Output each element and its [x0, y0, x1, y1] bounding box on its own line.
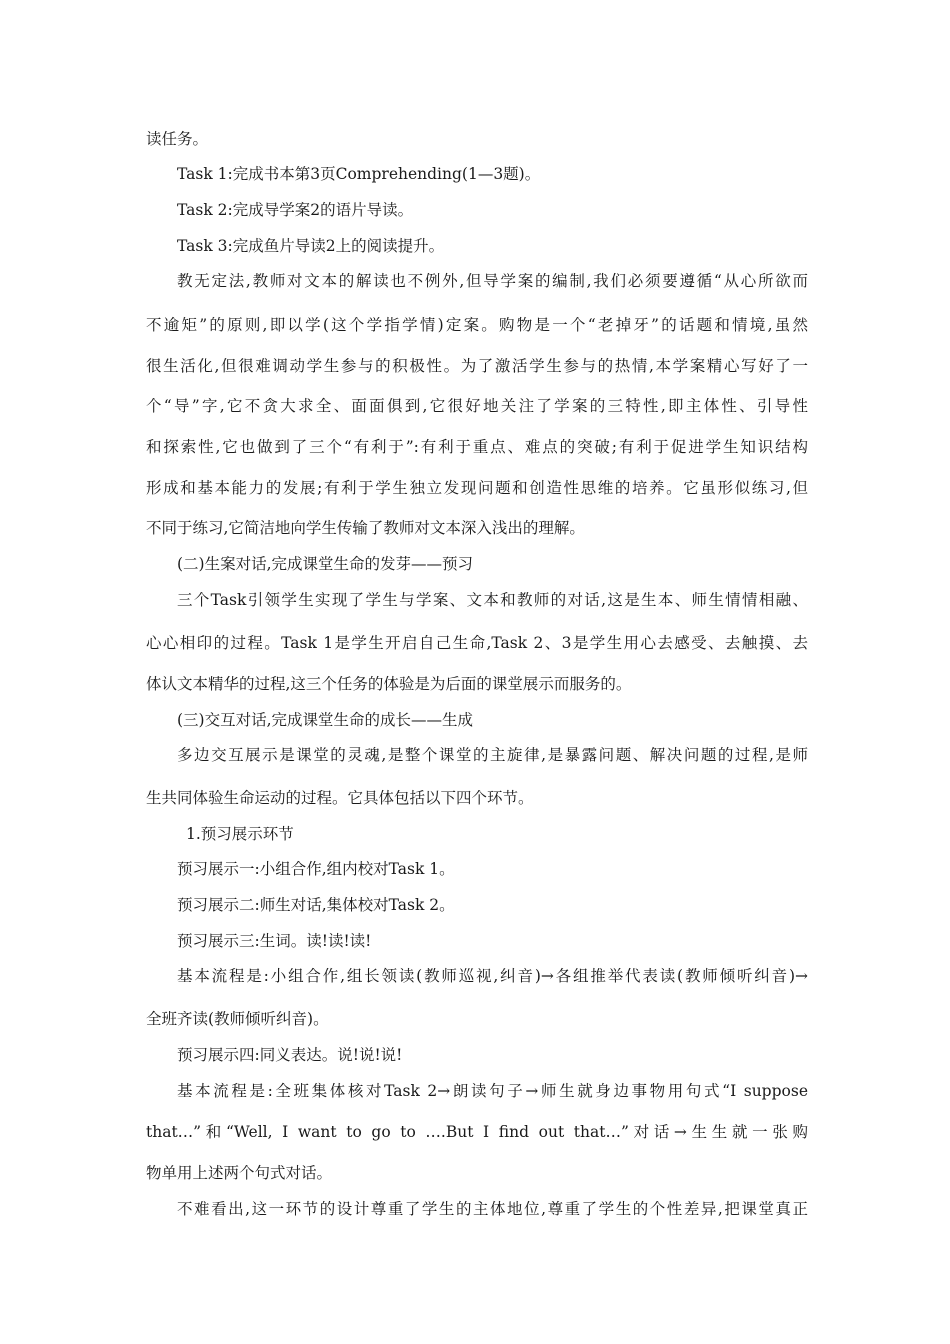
text-line: 物单用上述两个句式对话。 [146, 1164, 333, 1182]
text-line: 教无定法,教师对文本的解读也不例外,但导学案的编制,我们必须要遵循“从心所欲而 [177, 272, 808, 290]
text-line: that…”和“Well, I want to go to ….But I find out that…”对话→生生就一张购 [146, 1123, 808, 1141]
text-line: 心心相印的过程。Task 1是学生开启自己生命,Task 2、3是学生用心去感受、去触摸、去 [146, 634, 808, 652]
text-line: 和探索性,它也做到了三个“有利于”:有利于重点、难点的突破;有利于促进学生知识结构 [146, 438, 808, 456]
text-line: 预习展示三:生词。读!读!读! [177, 932, 372, 950]
text-line: Task 2:完成导学案2的语片导读。 [177, 201, 414, 219]
text-line: 三个Task引领学生实现了学生与学案、文本和教师的对话,这是生本、师生情情相融、 [177, 591, 808, 609]
text-line: 全班齐读(教师倾听纠音)。 [146, 1010, 329, 1028]
text-line: 预习展示四:同义表达。说!说!说! [177, 1046, 403, 1064]
text-line: 形成和基本能力的发展;有利于学生独立发现问题和创造性思维的培养。它虽形似练习,但 [146, 479, 808, 497]
section-heading: (三)交互对话,完成课堂生命的成长——生成 [177, 711, 474, 729]
text-line: 不同于练习,它简洁地向学生传输了教师对文本深入浅出的理解。 [146, 519, 585, 537]
text-line: Task 3:完成鱼片导读2上的阅读提升。 [177, 237, 445, 255]
subsection-heading: 1.预习展示环节 [186, 825, 294, 843]
text-line: 不难看出,这一环节的设计尊重了学生的主体地位,尊重了学生的个性差异,把课堂真正 [177, 1200, 808, 1218]
text-line: 不逾矩”的原则,即以学(这个学指学情)定案。购物是一个“老掉牙”的话题和情境,虽然 [146, 316, 808, 334]
text-line: 基本流程是:全班集体核对Task 2→朗读句子→师生就身边事物用句式“I suppose [177, 1082, 808, 1100]
text-line: 体认文本精华的过程,这三个任务的体验是为后面的课堂展示而服务的。 [146, 675, 632, 693]
text-line: Task 1:完成书本第3页Comprehending(1—3题)。 [177, 165, 541, 183]
text-line: 生共同体验生命运动的过程。它具体包括以下四个环节。 [146, 789, 534, 807]
text-line: 读任务。 [146, 130, 209, 148]
text-line: 个“导”字,它不贪大求全、面面俱到,它很好地关注了学案的三特性,即主体性、引导性 [146, 397, 808, 415]
section-heading: (二)生案对话,完成课堂生命的发芽——预习 [177, 555, 474, 573]
text-line: 预习展示二:师生对话,集体校对Task 2。 [177, 896, 455, 914]
text-line: 基本流程是:小组合作,组长领读(教师巡视,纠音)→各组推举代表读(教师倾听纠音)→ [177, 967, 808, 985]
text-line: 预习展示一:小组合作,组内校对Task 1。 [177, 860, 455, 878]
text-line: 很生活化,但很难调动学生参与的积极性。为了激活学生参与的热情,本学案精心写好了一 [146, 357, 808, 375]
text-line: 多边交互展示是课堂的灵魂,是整个课堂的主旋律,是暴露问题、解决问题的过程,是师 [177, 746, 808, 764]
